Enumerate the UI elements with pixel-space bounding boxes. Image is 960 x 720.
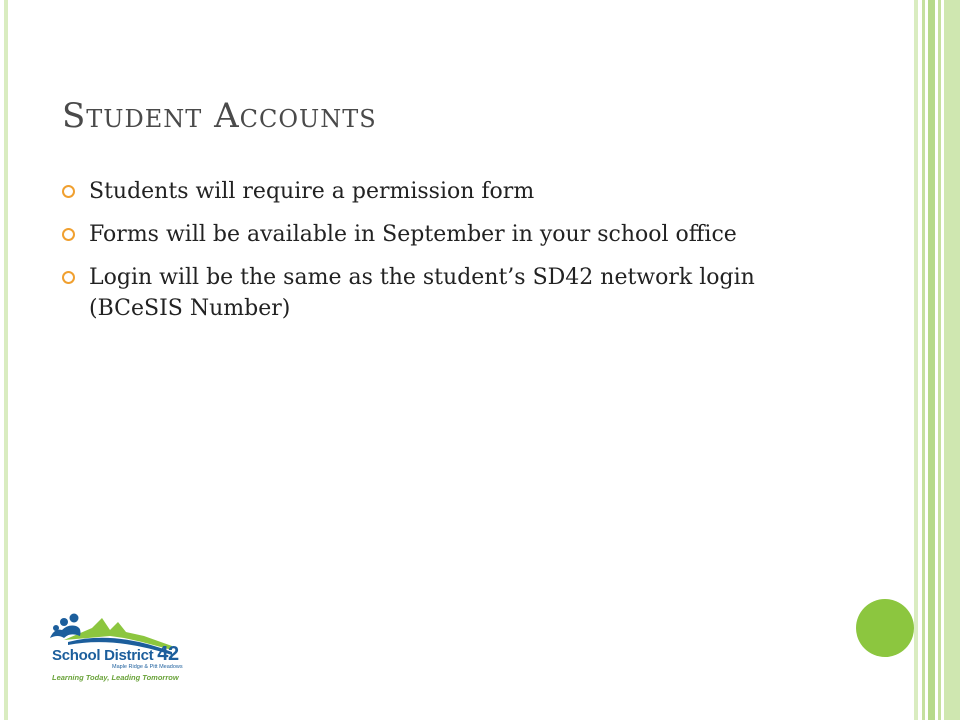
logo-subtitle: Maple Ridge & Pitt Meadows [112, 664, 183, 670]
right-decorative-stripes [914, 0, 960, 720]
logo-district-name: School District 42 [52, 643, 179, 665]
bullet-text: Students will require a permission form [89, 179, 535, 204]
circle-bullet-icon [62, 228, 75, 241]
bullet-list [62, 176, 842, 336]
circle-bullet-icon [62, 271, 75, 284]
left-border [4, 0, 8, 720]
bullet-item [62, 219, 842, 250]
green-circle-decoration [856, 599, 914, 657]
bullet-item [62, 262, 842, 324]
slide-title: Student Accounts [62, 96, 377, 136]
school-district-logo [44, 612, 184, 692]
bullet-text: Login will be the same as the student’s SD42 network login (BCeSIS Number) [89, 265, 755, 321]
bullet-item [62, 176, 842, 207]
circle-bullet-icon [62, 185, 75, 198]
bullet-text: Forms will be available in September in your school office [89, 222, 737, 247]
logo-tagline: Learning Today, Leading Tomorrow [52, 673, 179, 682]
